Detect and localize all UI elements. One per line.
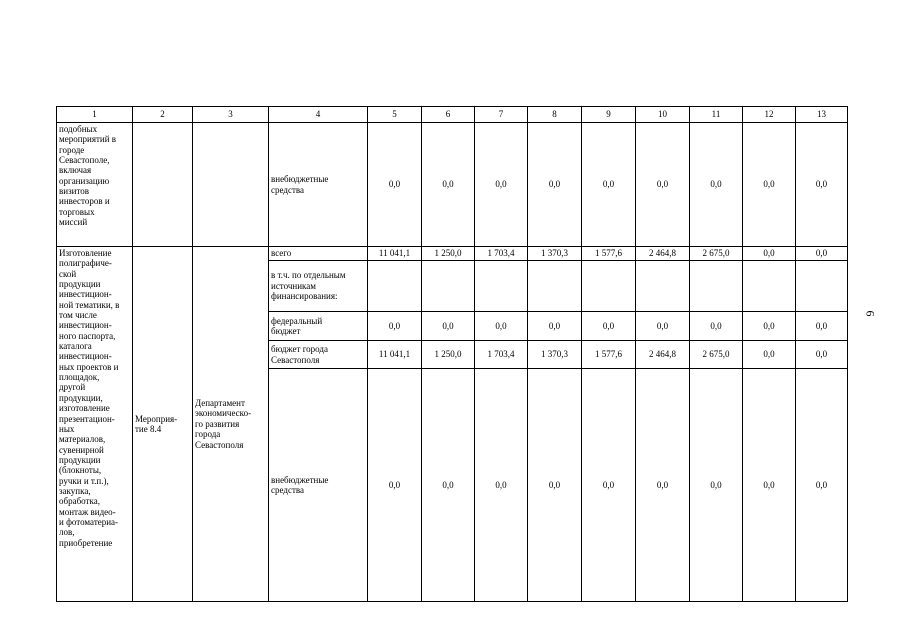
funding-source-label: внебюджетные средства (271, 474, 329, 495)
value-cell: 0,0 (796, 369, 848, 602)
budget-table (56, 106, 848, 602)
value-cell: 2 464,8 (636, 247, 690, 261)
value-cell: 1 370,3 (528, 341, 582, 369)
funding-source-label: в т.ч. по отдельным источникам финансирования: (271, 270, 346, 302)
value-cell: 1 577,6 (582, 247, 636, 261)
value-cell: 1 250,0 (422, 341, 475, 369)
value-cell: 0,0 (743, 341, 796, 369)
value-cell: 0,0 (796, 312, 848, 341)
value-cell: 0,0 (528, 123, 582, 247)
value-cell (796, 261, 848, 312)
table-row (57, 247, 848, 261)
header-row (57, 107, 848, 123)
value-cell: 0,0 (422, 369, 475, 602)
funding-source-label: внебюджетные средства (271, 174, 329, 195)
responsible-department: Департамент экономическо- го развития города Севастополя (195, 398, 252, 450)
value-cell: 0,0 (690, 123, 743, 247)
value-cell: 2 675,0 (690, 341, 743, 369)
value-cell: 0,0 (528, 369, 582, 602)
value-cell: 1 370,3 (528, 247, 582, 261)
value-cell: 1 703,4 (475, 247, 528, 261)
measure-description: Изготовление полиграфиче- ской продукции инвестицион- ной тематики, в том числе инвестицион- ного паспорта, каталога инвестицион- ных проектов и площадок, другой продукции, изготовление презентацион- ных материалов, сувенирной продукции (блокноты, ручки и т.п.), закупка, обработка, монтаж видео- и фотоматериа- лов, приобретение (59, 248, 120, 548)
value-cell: 11 041,1 (368, 247, 422, 261)
value-cell: 0,0 (743, 247, 796, 261)
value-cell: 0,0 (636, 312, 690, 341)
value-cell: 0,0 (475, 312, 528, 341)
value-cell (475, 261, 528, 312)
value-cell: 0,0 (422, 123, 475, 247)
value-cell: 0,0 (636, 369, 690, 602)
value-cell: 2 675,0 (690, 247, 743, 261)
value-cell: 0,0 (796, 123, 848, 247)
value-cell: 0,0 (690, 369, 743, 602)
funding-source-label: всего (271, 248, 292, 259)
value-cell: 0,0 (528, 312, 582, 341)
measure-description: подобных мероприятий в городе Севастополе, включая организацию визитов инвесторов и торговых миссий (59, 124, 117, 228)
header-cell: 3 (193, 107, 269, 123)
value-cell (582, 261, 636, 312)
value-cell: 0,0 (422, 312, 475, 341)
value-cell: 0,0 (743, 369, 796, 602)
value-cell (368, 261, 422, 312)
value-cell: 1 577,6 (582, 341, 636, 369)
header-cell: 13 (796, 107, 848, 123)
header-cell: 1 (57, 107, 133, 123)
header-cell: 4 (269, 107, 368, 123)
header-cell: 5 (368, 107, 422, 123)
value-cell: 0,0 (636, 123, 690, 247)
value-cell (743, 261, 796, 312)
value-cell: 0,0 (368, 369, 422, 602)
value-cell: 11 041,1 (368, 341, 422, 369)
header-cell: 2 (133, 107, 193, 123)
value-cell (690, 261, 743, 312)
value-cell: 0,0 (475, 369, 528, 602)
table-row (57, 123, 848, 247)
header-cell: 12 (743, 107, 796, 123)
header-cell: 10 (636, 107, 690, 123)
value-cell (528, 261, 582, 312)
value-cell: 0,0 (743, 312, 796, 341)
value-cell (636, 261, 690, 312)
header-cell: 8 (528, 107, 582, 123)
value-cell: 0,0 (582, 369, 636, 602)
header-cell: 7 (475, 107, 528, 123)
value-cell: 0,0 (690, 312, 743, 341)
measure-number: Мероприя- тие 8.4 (135, 413, 178, 434)
value-cell: 0,0 (368, 312, 422, 341)
value-cell: 0,0 (368, 123, 422, 247)
value-cell: 1 250,0 (422, 247, 475, 261)
value-cell (422, 261, 475, 312)
value-cell: 1 703,4 (475, 341, 528, 369)
value-cell: 0,0 (582, 312, 636, 341)
value-cell: 0,0 (796, 341, 848, 369)
funding-source-label: федеральный бюджет (271, 315, 323, 336)
header-cell: 6 (422, 107, 475, 123)
value-cell: 0,0 (582, 123, 636, 247)
funding-source-label: бюджет города Севастополя (271, 344, 328, 365)
value-cell: 0,0 (475, 123, 528, 247)
value-cell: 0,0 (743, 123, 796, 247)
value-cell: 2 464,8 (636, 341, 690, 369)
header-cell: 11 (690, 107, 743, 123)
value-cell: 0,0 (796, 247, 848, 261)
page-number: 6 (863, 310, 878, 317)
header-cell: 9 (582, 107, 636, 123)
